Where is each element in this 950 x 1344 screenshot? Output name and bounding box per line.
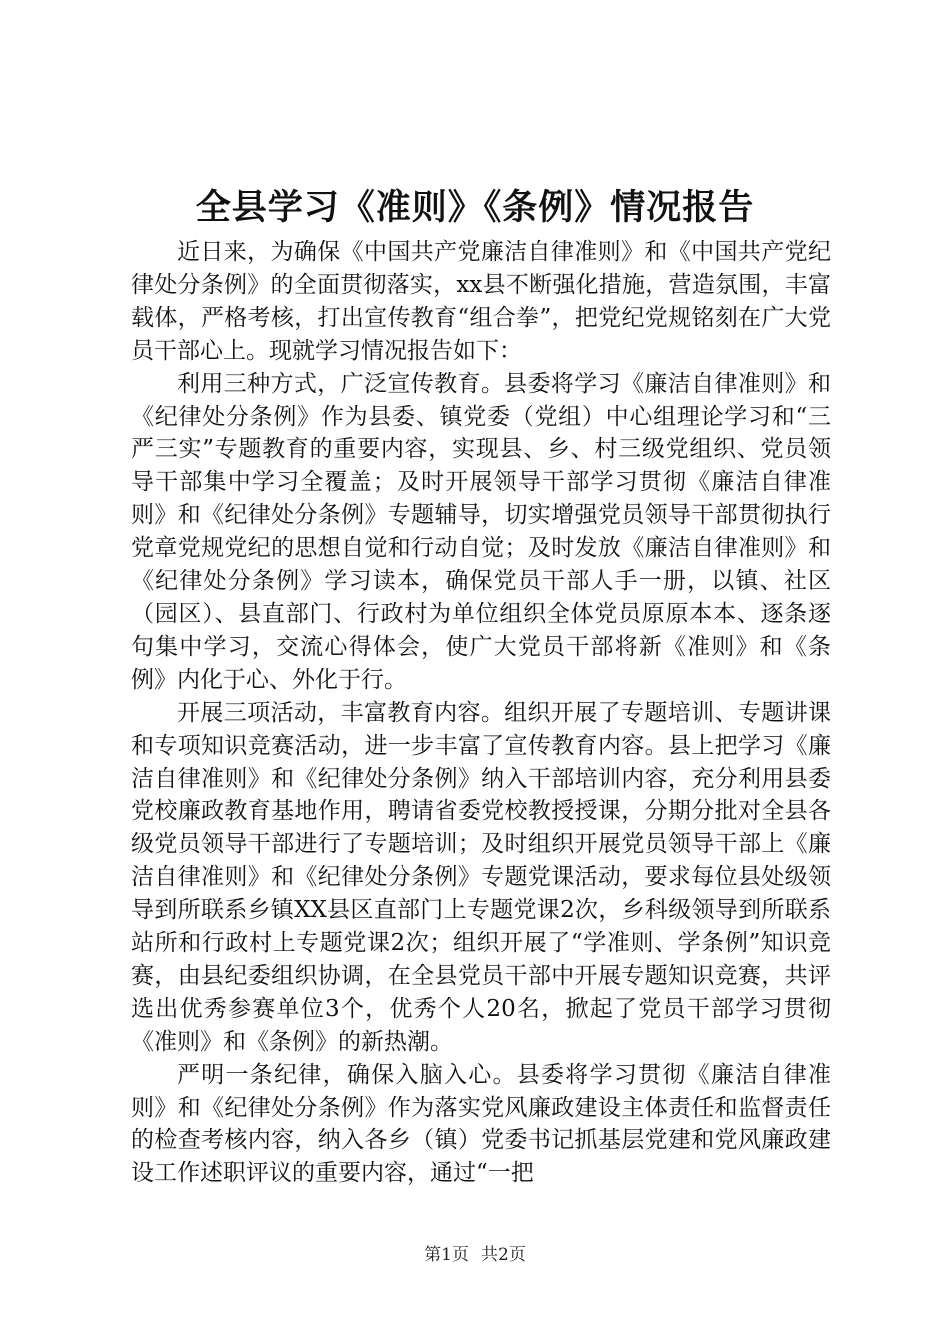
paragraph-discipline: 严明一条纪律，确保入脑入心。县委将学习贯彻《廉洁自律准则》和《纪律处分条例》作为落实党风廉政建设主体责任和监督责任的检查考核内容，纳入各乡（镇）党委书记抓基层党建和党风廉政建设工作述职评议的重要内容，通过“一把 bbox=[131, 1061, 831, 1187]
paragraph-three-methods: 利用三种方式，广泛宣传教育。县委将学习《廉洁自律准则》和《纪律处分条例》作为县委、镇党委（党组）中心组理论学习和“三严三实”专题教育的重要内容，实现县、乡、村三级党组织、党员领导干部集中学习全覆盖；及时开展领导干部学习贯彻《廉洁自律准则》和《纪律处分条例》专题辅导，切实增强党员领导干部贯彻执行党章党规党纪的思想自觉和行动自觉；及时发放《廉洁自律准则》和《纪律处分条例》学习读本，确保党员干部人手一册，以镇、社区（园区）、县直部门、行政村为单位组织全体党员原原本本、逐条逐句集中学习，交流心得体会，使广大党员干部将新《准则》和《条例》内化于心、外化于行。 bbox=[131, 370, 831, 693]
paragraph-intro: 近日来，为确保《中国共产党廉洁自律准则》和《中国共产党纪律处分条例》的全面贯彻落实，xx县不断强化措施，营造氛围，丰富载体，严格考核，打出宣传教育“组合拳”，把党纪党规铭刻在广大党员干部心上。现就学习情况报告如下： bbox=[131, 239, 831, 364]
page-footer bbox=[0, 1243, 950, 1267]
document-body bbox=[131, 236, 831, 1190]
page-number: 第1页 bbox=[424, 1245, 469, 1265]
document-title: 全县学习《准则》《条例》情况报告 bbox=[195, 187, 755, 228]
paragraph-three-activities: 开展三项活动，丰富教育内容。组织开展了专题培训、专题讲课和专项知识竞赛活动，进一步丰富了宣传教育内容。县上把学习《廉洁自律准则》和《纪律处分条例》纳入干部培训内容，充分利用县委党校廉政教育基地作用，聘请省委党校教授授课，分期分批对全县各级党员领导干部进行了专题培训；及时组织开展党员领导干部上《廉洁自律准则》和《纪律处分条例》专题党课活动，要求每位县处级领导到所联系乡镇XX县区直部门上专题党课2次，乡科级领导到所联系站所和行政村上专题党课2次；组织开展了“学准则、学条例”知识竞赛，由县纪委组织协调，在全县党员干部中开展专题知识竞赛，共评选出优秀参赛单位3个，优秀个人20名，掀起了党员干部学习贯彻《准则》和《条例》的新热潮。 bbox=[131, 699, 831, 1055]
page-total: 共2页 bbox=[481, 1245, 526, 1265]
